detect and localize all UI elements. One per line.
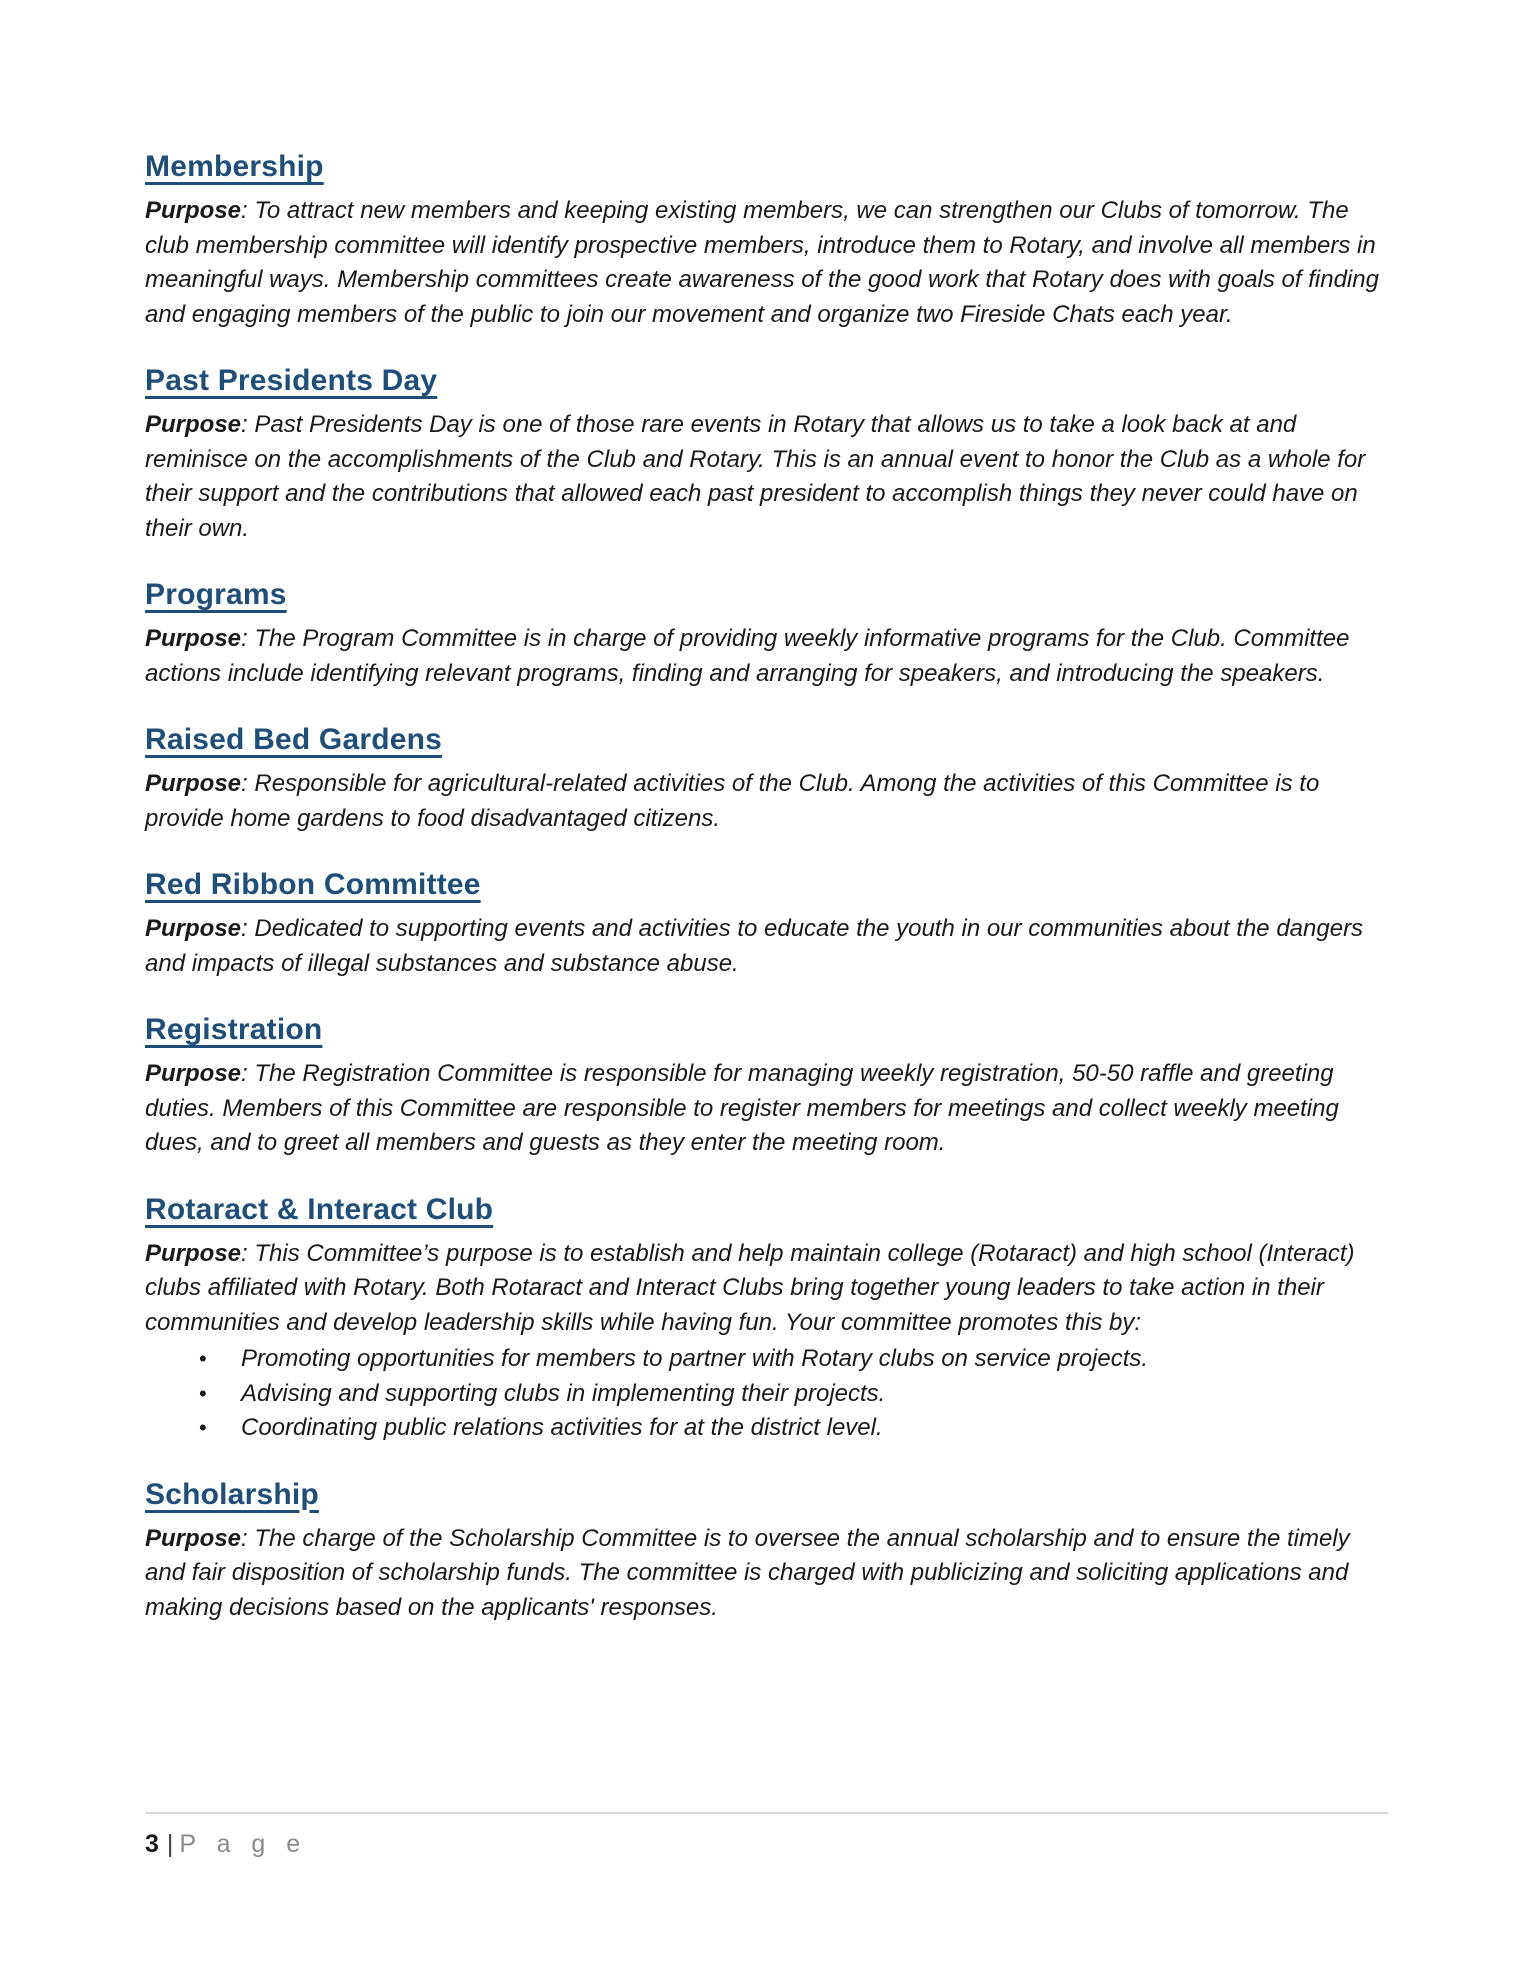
bullet-list — [145, 1342, 1390, 1446]
section-registration — [145, 1013, 1390, 1161]
list-item — [199, 1342, 1390, 1377]
section-membership — [145, 150, 1390, 332]
purpose-paragraph — [145, 408, 1390, 546]
section-heading-text: Membership — [145, 150, 324, 183]
bullet-icon: • — [199, 1415, 207, 1440]
section-heading-text: Programs — [145, 578, 287, 611]
purpose-text: : The Program Committee is in charge of providing weekly informative programs for the Club. Committee actions include identifying relevant programs, finding and arranging for speakers, and introducing the speakers. — [145, 625, 1350, 687]
section-heading — [145, 1193, 1390, 1227]
section-past-presidents-day — [145, 364, 1390, 546]
purpose-paragraph — [145, 1237, 1390, 1341]
list-item-text: Promoting opportunities for members to partner with Rotary clubs on service projects. — [241, 1345, 1149, 1372]
list-item — [199, 1411, 1390, 1446]
section-heading — [145, 364, 1390, 398]
list-item-text: Coordinating public relations activities for at the district level. — [241, 1414, 883, 1441]
section-heading — [145, 150, 1390, 184]
purpose-text: : Past Presidents Day is one of those rare events in Rotary that allows us to take a look back at and reminisce on the accomplishments of the Club and Rotary. This is an annual event to honor the Club as a whole for their support and the contributions that allowed each past president to accomplish things they never could have on their own. — [145, 411, 1366, 542]
section-heading — [145, 1478, 1390, 1512]
list-item — [199, 1377, 1390, 1412]
section-heading-text: Rotaract & Interact Club — [145, 1192, 494, 1226]
purpose-paragraph — [145, 912, 1390, 981]
section-heading — [145, 868, 1390, 902]
section-heading-text: Past Presidents Day — [145, 364, 438, 397]
purpose-label: Purpose — [145, 1524, 242, 1552]
section-heading — [145, 723, 1390, 757]
section-red-ribbon-committee — [145, 868, 1390, 981]
purpose-paragraph — [145, 767, 1390, 836]
purpose-text: : This Committee’s purpose is to establish and help maintain college (Rotaract) and high school (Interact) clubs affiliated with Rotary. Both Rotaract and Interact Clubs bring together young leaders to take action in their communities and develop leadership skills while having fun. Your committee promotes this by: — [145, 1239, 1355, 1336]
purpose-label: Purpose — [145, 915, 242, 942]
purpose-paragraph — [145, 1057, 1390, 1161]
purpose-paragraph — [145, 1522, 1390, 1626]
page-number: 3 — [145, 1830, 159, 1858]
footer-separator: | — [166, 1830, 174, 1858]
bullet-icon: • — [199, 1380, 207, 1406]
purpose-text: : The Registration Committee is responsible for managing weekly registration, 50-50 raffle and greeting duties. Members of this Committee are responsible to register members for meetings and collect weekly meeting dues, and to greet all members and guests as they enter the meeting room. — [145, 1060, 1339, 1156]
bullet-icon: • — [199, 1346, 207, 1371]
purpose-label: Purpose — [145, 1239, 242, 1267]
section-heading — [145, 578, 1390, 612]
page-footer — [145, 1812, 1388, 1859]
document-body — [145, 150, 1390, 1657]
section-programs — [145, 578, 1390, 691]
purpose-label: Purpose — [145, 411, 242, 438]
purpose-label: Purpose — [145, 1060, 242, 1087]
section-heading-text: Raised Bed Gardens — [145, 723, 443, 756]
footer-page-label: P a g e — [179, 1830, 308, 1858]
section-heading-text: Scholarship — [145, 1477, 319, 1511]
section-heading-text: Registration — [145, 1013, 323, 1046]
purpose-text: : Responsible for agricultural-related activities of the Club. Among the activities of this Committee is to provide home gardens to food disadvantaged citizens. — [145, 770, 1320, 832]
section-heading-text: Red Ribbon Committee — [145, 868, 481, 901]
section-heading — [145, 1013, 1390, 1047]
purpose-text: : To attract new members and keeping existing members, we can strengthen our Clubs of tomorrow. The club membership committee will identify prospective members, introduce them to Rotary, and involve all members in meaningful ways. Membership committees create awareness of the good work that Rotary does with goals of finding and engaging members of the public to join our movement and organize two Fireside Chats each year. — [145, 197, 1379, 328]
purpose-text: : Dedicated to supporting events and activities to educate the youth in our communities about the dangers and impacts of illegal substances and substance abuse. — [145, 915, 1364, 977]
purpose-paragraph — [145, 194, 1390, 332]
section-raised-bed-gardens — [145, 723, 1390, 836]
list-item-text: Advising and supporting clubs in implementing their projects. — [241, 1379, 886, 1407]
purpose-paragraph — [145, 622, 1390, 691]
purpose-label: Purpose — [145, 625, 242, 652]
purpose-text: : The charge of the Scholarship Committee is to oversee the annual scholarship and to ensure the timely and fair disposition of scholarship funds. The committee is charged with publicizing and soliciting applications and making decisions based on the applicants' responses. — [145, 1524, 1350, 1621]
purpose-label: Purpose — [145, 197, 242, 224]
section-scholarship — [145, 1478, 1390, 1626]
section-rotaract-interact-club — [145, 1193, 1390, 1446]
purpose-label: Purpose — [145, 770, 242, 797]
